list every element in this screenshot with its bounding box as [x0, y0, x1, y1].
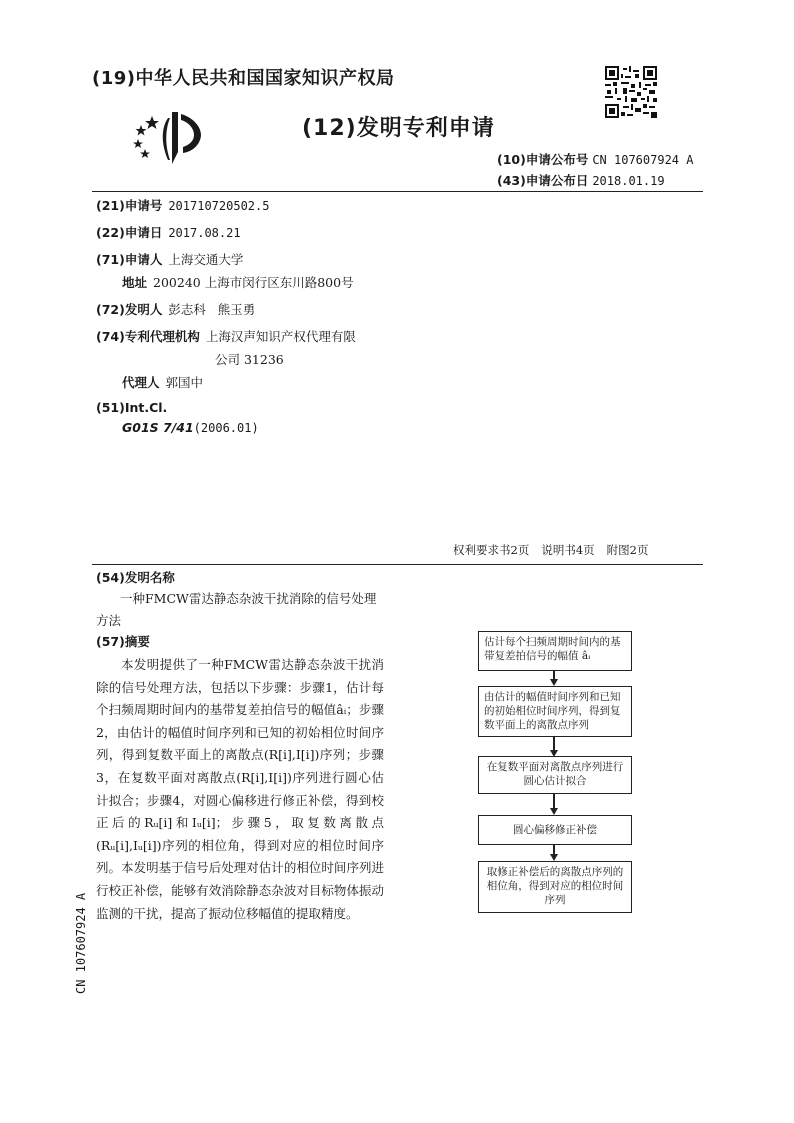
invention-title-label: (54)发明名称	[96, 570, 175, 585]
agency-label: (74)专利代理机构	[96, 329, 200, 344]
application-date-label: (22)申请日	[96, 225, 163, 240]
address-label: 地址	[122, 275, 148, 290]
applicant-label: (71)申请人	[96, 252, 163, 267]
inventor-label: (72)发明人	[96, 302, 163, 317]
side-publication-number	[70, 888, 92, 998]
ipc-label: (51)Int.Cl.	[96, 400, 168, 415]
flow-step-5: 取修正补偿后的离散点序列的相位角，得到对应的相位时间序列	[478, 861, 632, 913]
description-pages: 说明书4页	[541, 543, 595, 557]
flow-step-2: 由估计的幅值时间序列和已知的初始相位时间序列，得到复数平面上的离散点序列	[478, 686, 632, 737]
publication-date-label: (43)申请公布日	[497, 173, 589, 188]
section-divider	[92, 564, 703, 565]
application-number-row	[96, 196, 269, 214]
page-counts	[453, 542, 660, 558]
abstract-text: 本发明提供了一种FMCW雷达静态杂波干扰消除的信号处理方法，包括以下步骤：步骤1，估计每个扫频周期时间内的基带复差拍信号的幅值âᵢ；步骤2，由估计的幅值时间序列和已知的初始相位时间序列，得到复数平面上的离散点(R[i],I[i])序列；步骤3，在复数平面对离散点(R[i],I[i])序列进行圆心估计拟合；步骤4，对圆心偏移进行修正补偿，得到校正后的Rᵤ[i]和Iᵤ[i]；步骤5，取复数离散点(Rᵤ[i],Iᵤ[i])序列的相位角，得到对应的相位时间序列。本发明基于信号后处理对估计的相位时间序列进行校正补偿，能够有效消除静态杂波对目标物体振动监测的干扰，提高了振动位移幅值的提取精度。	[96, 657, 384, 921]
agency-line-2: 公司 31236	[215, 352, 284, 367]
abstract-label: (57)摘要	[96, 634, 150, 649]
publication-number: CN 107607924 A	[592, 153, 694, 167]
document-type: (12)发明专利申请	[302, 116, 495, 141]
agent: 郭国中	[165, 375, 204, 390]
publication-number-row	[497, 150, 693, 168]
flow-step-3: 在复数平面对离散点序列进行圆心估计拟合	[478, 756, 632, 794]
cnipa-logo-icon	[128, 108, 208, 170]
agent-row	[122, 373, 203, 391]
agency-line-1: 上海汉声知识产权代理有限	[205, 329, 356, 344]
address: 200240 上海市闵行区东川路800号	[153, 275, 354, 290]
invention-title: 一种FMCW雷达静态杂波干扰消除的信号处理方法	[96, 591, 377, 628]
flow-step-1: 估计每个扫频周期时间内的基带复差拍信号的幅值 âᵢ	[478, 631, 632, 671]
application-date: 2017.08.21	[168, 226, 241, 240]
inventors: 彭志科 熊玉勇	[168, 302, 256, 317]
drawings-pages: 附图2页	[606, 543, 649, 557]
publication-number-label: (10)申请公布号	[497, 152, 589, 167]
office-name: (19)中华人民共和国国家知识产权局	[92, 68, 395, 89]
ipc-label-row	[96, 400, 167, 415]
ipc-classification	[122, 420, 259, 435]
ipc-version: (2006.01)	[193, 421, 259, 435]
ipc-class: G01S 7/41	[122, 420, 194, 435]
address-row	[122, 273, 354, 291]
application-number-label: (21)申请号	[96, 198, 163, 213]
application-number: 201710720502.5	[168, 199, 270, 213]
agent-label: 代理人	[122, 375, 160, 390]
applicant-row	[96, 250, 243, 268]
inventor-row	[96, 300, 255, 318]
application-date-row	[96, 223, 241, 241]
publication-date: 2018.01.19	[592, 174, 665, 188]
header-divider	[92, 191, 703, 192]
agency-row	[96, 327, 356, 345]
flow-step-4: 圆心偏移修正补偿	[478, 815, 632, 845]
qr-code-icon	[605, 66, 657, 118]
side-number-text: CN 107607924 A	[74, 892, 88, 994]
publication-date-row	[497, 171, 665, 189]
applicant: 上海交通大学	[168, 252, 244, 267]
claims-pages: 权利要求书2页	[453, 543, 530, 557]
